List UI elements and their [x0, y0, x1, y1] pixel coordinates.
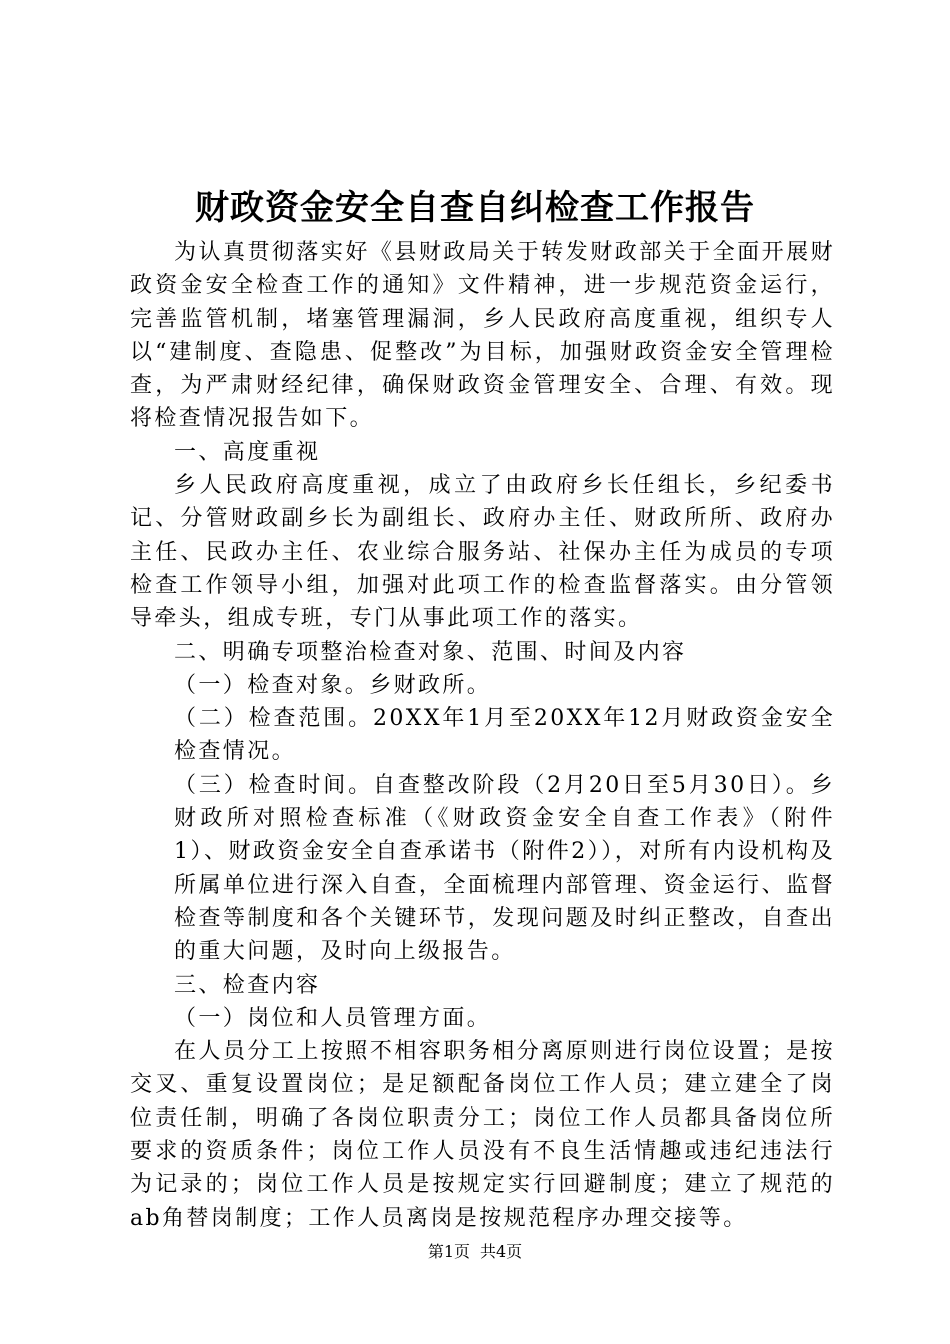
document-title: 财政资金安全自查自纠检查工作报告 [195, 188, 755, 228]
page-footer [0, 1240, 950, 1264]
subsection-object: （一）检查对象。乡财政所。 [174, 672, 492, 698]
subsection-time: （三）检查时间。自查整改阶段（2月20日至5月30日）。乡财政所对照检查标准（《财政资金安全自查工作表》（附件1）、财政资金安全自查承诺书（附件2）），对所有内设机构及所属单位进行深入自查，全面梳理内部管理、资金运行、监督检查等制度和各个关键环节，发现问题及时纠正整改，自查出的重大问题，及时向上级报告。 [174, 772, 835, 965]
document-body [130, 236, 835, 1235]
section-heading-3: 三、检查内容 [174, 972, 321, 998]
page-total: 共4页 [480, 1242, 523, 1261]
section-heading-1: 一、高度重视 [174, 439, 321, 465]
page-number: 第1页 [427, 1242, 470, 1261]
section-heading-2: 二、明确专项整治检查对象、范围、时间及内容 [174, 639, 687, 665]
paragraph-personnel: 在人员分工上按照不相容职务相分离原则进行岗位设置；是按交叉、重复设置岗位；是足额配备岗位工作人员；建立建全了岗位责任制，明确了各岗位职责分工；岗位工作人员都具备岗位所要求的资质条件；岗位工作人员没有不良生活情趣或违纪违法行为记录的；岗位工作人员是按规定实行回避制度；建立了规范的ab角替岗制度；工作人员离岗是按规范程序办理交接等。 [130, 1039, 835, 1231]
subsection-personnel: （一）岗位和人员管理方面。 [174, 1005, 492, 1031]
paragraph-intro: 为认真贯彻落实好《县财政局关于转发财政部关于全面开展财政资金安全检查工作的通知》文件精神，进一步规范资金运行，完善监管机制，堵塞管理漏洞，乡人民政府高度重视，组织专人以“建制度、查隐患、促整改”为目标，加强财政资金安全管理检查，为严肃财经纪律，确保财政资金管理安全、合理、有效。现将检查情况报告如下。 [130, 240, 835, 432]
subsection-scope: （二）检查范围。20XX年1月至20XX年12月财政资金安全检查情况。 [174, 706, 835, 765]
paragraph-section-1: 乡人民政府高度重视，成立了由政府乡长任组长，乡纪委书记、分管财政副乡长为副组长、政府办主任、财政所所、政府办主任、民政办主任、农业综合服务站、社保办主任为成员的专项检查工作领导小组，加强对此项工作的检查监督落实。由分管领导牵头，组成专班，专门从事此项工作的落实。 [130, 473, 835, 632]
